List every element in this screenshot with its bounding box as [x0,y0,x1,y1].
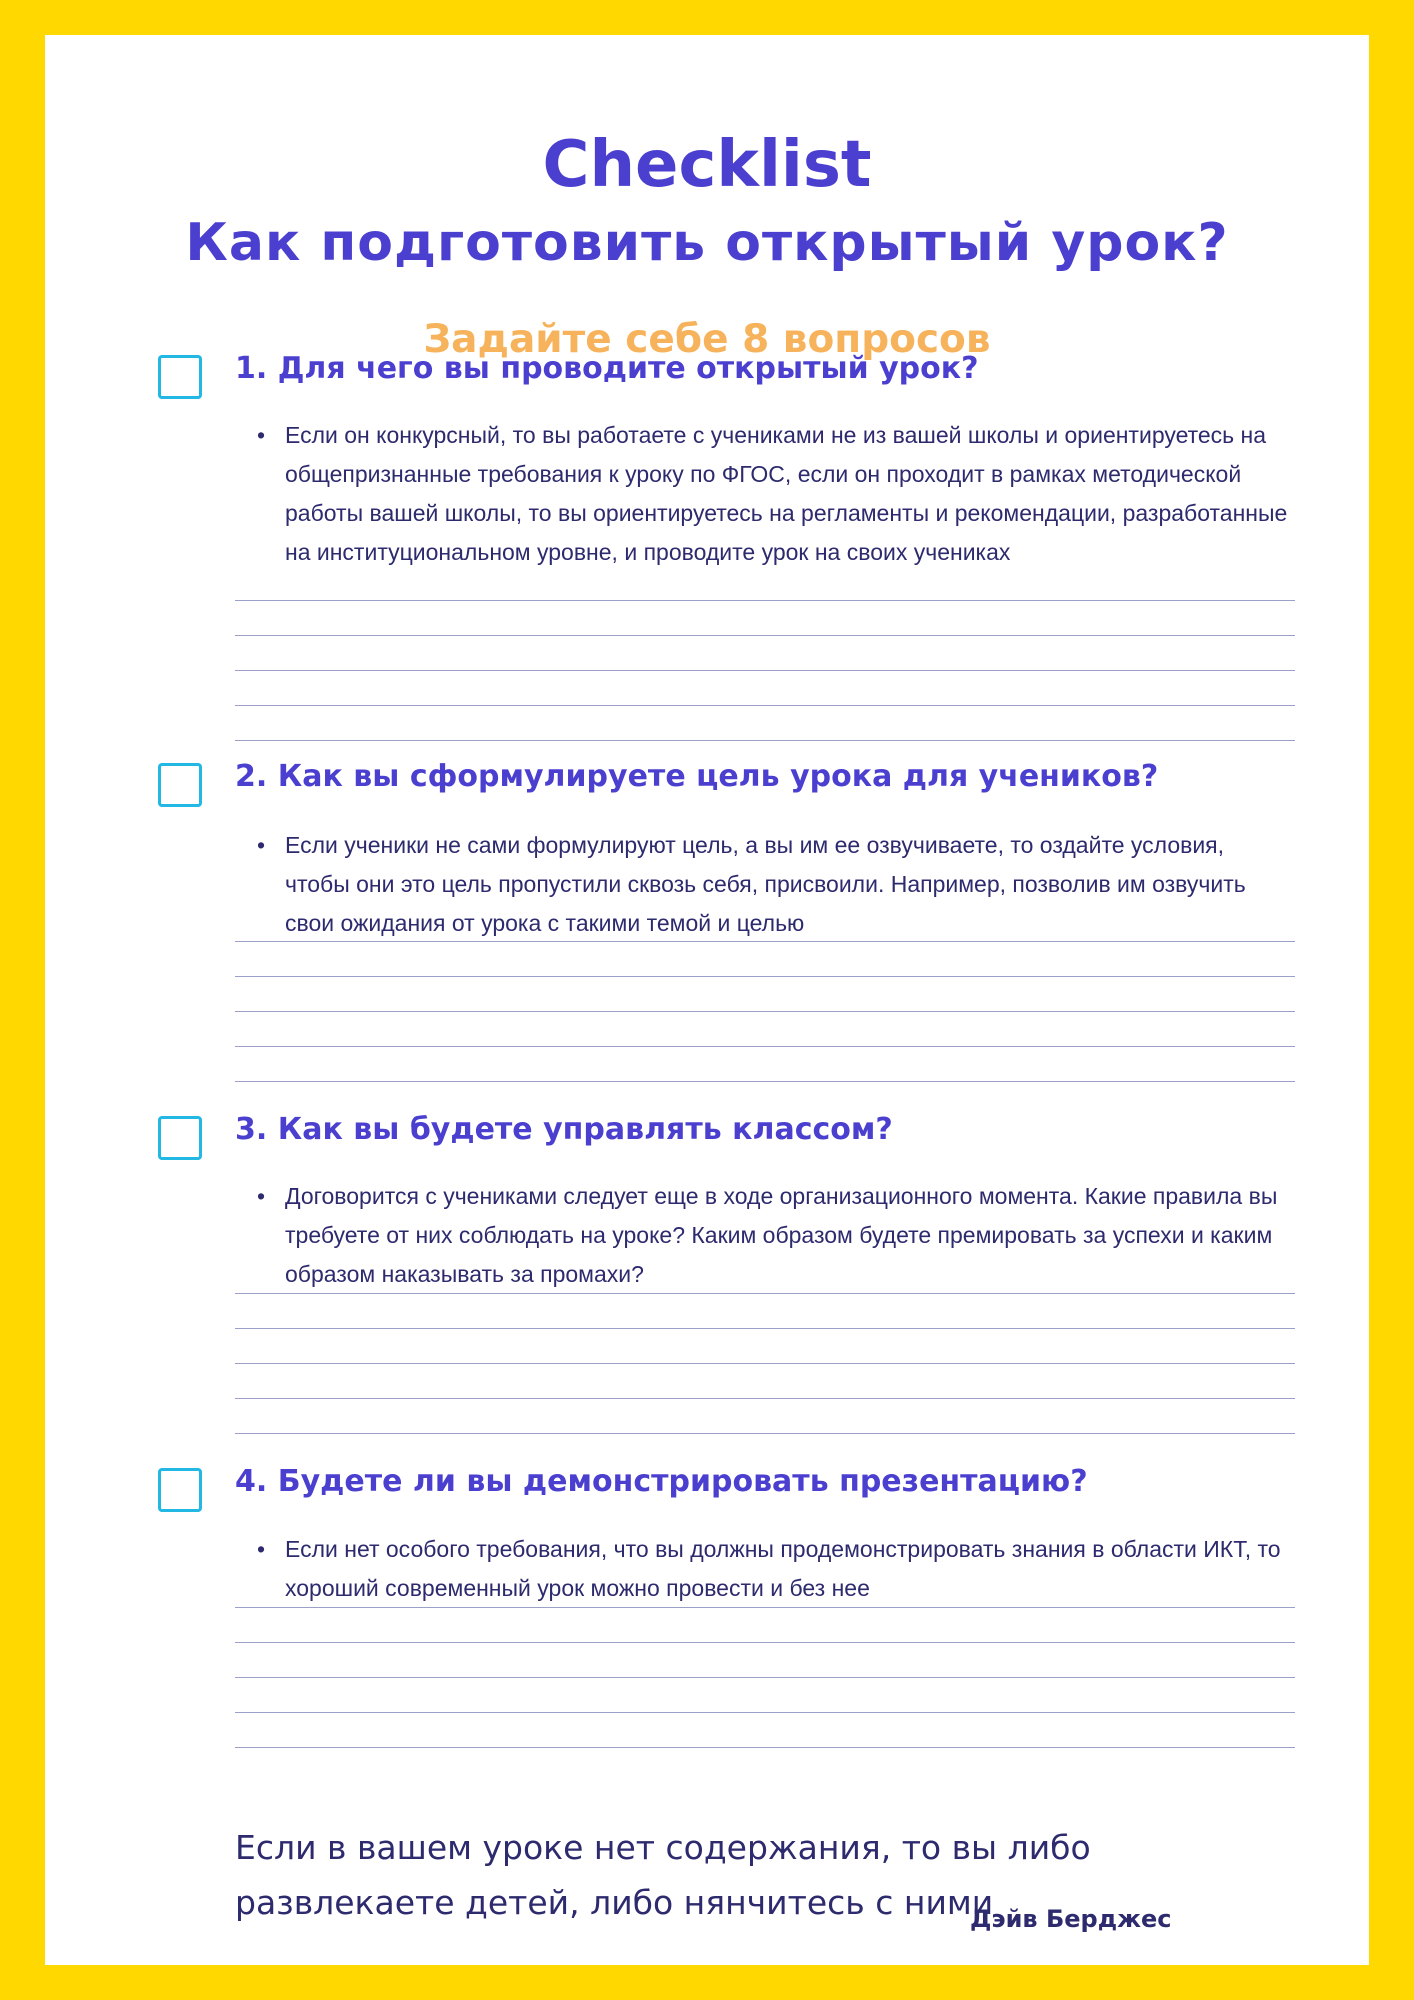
answer-line[interactable] [235,740,1295,741]
answer-line[interactable] [235,1328,1295,1329]
answer-line[interactable] [235,1081,1295,1082]
checkbox-icon[interactable] [158,1468,202,1512]
answer-line[interactable] [235,1642,1295,1643]
quote-author: Дэйв Берджес [970,1905,1172,1933]
checklist-page [45,35,1369,1965]
answer-line[interactable] [235,1293,1295,1294]
question-label: 2. Как вы сформулируете цель урока для учеников? [235,759,1159,794]
closing-quote: Если в вашем уроке нет содержания, то вы либо развлекаете детей, либо нянчитесь с ними [235,1828,1091,1922]
answer-line[interactable] [235,1046,1295,1047]
question-bullet [257,416,1295,572]
checkbox-icon[interactable] [158,355,202,399]
answer-line[interactable] [235,1607,1295,1608]
question-label: 4. Будете ли вы демонстрировать презентацию? [235,1464,1088,1499]
answer-line[interactable] [235,1433,1295,1434]
answer-line[interactable] [235,670,1295,671]
question-bullet [257,1177,1295,1294]
bullet-icon: • [257,1536,266,1562]
answer-line[interactable] [235,1011,1295,1012]
answer-line[interactable] [235,1363,1295,1364]
bullet-text: Если он конкурсный, то вы работаете с учениками не из вашей школы и ориентируетесь на общепризнанные требования к уроку по ФГОС, если он проходит в рамках методической работы вашей школы, то вы ориентируетесь на регламенты и рекомендации, разработанные на институциональном уровне, и проводите урок на своих учениках [285,422,1288,565]
bullet-icon: • [257,422,266,448]
answer-line[interactable] [235,941,1295,942]
answer-line[interactable] [235,1712,1295,1713]
answer-line[interactable] [235,1677,1295,1678]
page-tagline: Задайте себе 8 вопросов [423,317,991,362]
question-bullet [257,1530,1295,1608]
page-subtitle: Как подготовить открытый урок? [185,213,1229,273]
answer-line[interactable] [235,1747,1295,1748]
bullet-icon: • [257,832,266,858]
bullet-text: Договорится с учениками следует еще в ходе организационного момента. Какие правила вы требуете от них соблюдать на уроке? Каким образом будете премировать за успехи и каким образом наказывать за промахи? [285,1183,1278,1287]
bullet-icon: • [257,1183,266,1209]
question-bullet [257,826,1295,943]
question-label: 1. Для чего вы проводите открытый урок? [235,351,979,386]
checkbox-icon[interactable] [158,763,202,807]
answer-line[interactable] [235,635,1295,636]
answer-line[interactable] [235,976,1295,977]
answer-line[interactable] [235,705,1295,706]
answer-line[interactable] [235,600,1295,601]
bullet-text: Если нет особого требования, что вы должны продемонстрировать знания в области ИКТ, то хороший современный урок можно провести и без нее [285,1536,1281,1601]
answer-line[interactable] [235,1398,1295,1399]
bullet-text: Если ученики не сами формулируют цель, а вы им ее озвучиваете, то оздайте условия, чтобы они это цель пропустили сквозь себя, присвоили. Например, позволив им озвучить свои ожидания от урока с такими темой и целью [285,832,1246,936]
question-label: 3. Как вы будете управлять классом? [235,1112,893,1147]
page-title: Checklist [542,128,872,202]
checkbox-icon[interactable] [158,1116,202,1160]
